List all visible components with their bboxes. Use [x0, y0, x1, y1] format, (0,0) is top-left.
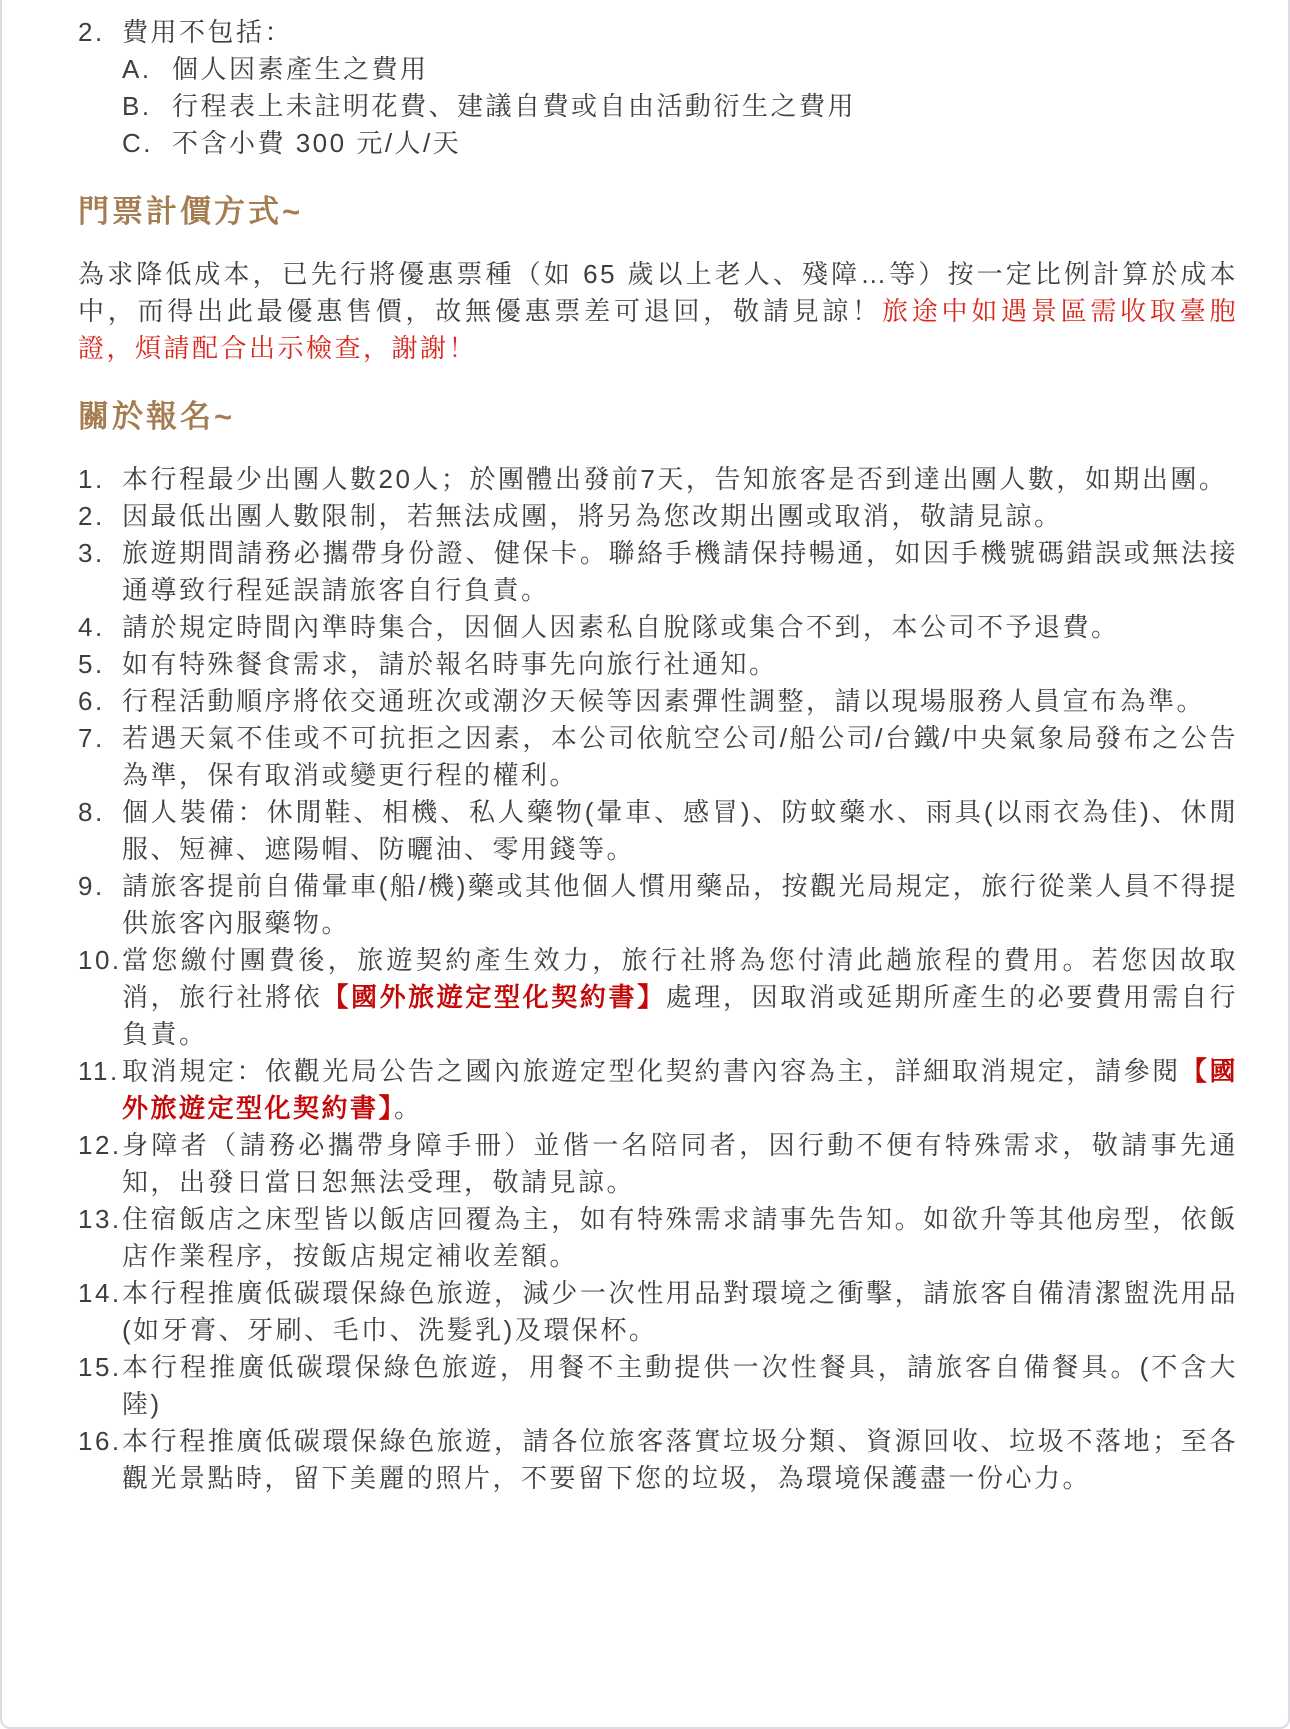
fee-exclusion-text: 行程表上未註明花費、建議自費或自由活動衍生之費用: [172, 91, 857, 121]
registration-item: [78, 1201, 1238, 1275]
list-number: 11.: [78, 1056, 120, 1086]
list-number: 7.: [78, 723, 105, 753]
list-number: 2.: [78, 17, 105, 47]
registration-item: [78, 794, 1238, 868]
section-heading-registration: 關於報名~: [78, 399, 236, 434]
fee-exclusion-subitem: [78, 125, 1238, 162]
fee-exclusions-item: [78, 14, 1238, 51]
registration-text: 。: [394, 1093, 423, 1123]
fee-exclusion-text: 個人因素產生之費用: [172, 54, 429, 84]
list-number: 3.: [78, 538, 105, 568]
registration-item: [78, 720, 1238, 794]
registration-item: [78, 646, 1238, 683]
list-number: 9.: [78, 871, 105, 901]
list-number: 14.: [78, 1278, 122, 1308]
registration-item: [78, 1423, 1238, 1497]
registration-text: 因最低出團人數限制，若無法成團，將另為您改期出團或取消，敬請見諒。: [122, 501, 1063, 531]
list-number: 6.: [78, 686, 105, 716]
registration-item: [78, 1275, 1238, 1349]
registration-item: [78, 461, 1238, 498]
contract-reference-text: 【國外旅遊定型化契約書】: [122, 1056, 1238, 1123]
ticket-pricing-paragraph: [78, 256, 1238, 367]
document-body: [78, 14, 1238, 1497]
registration-text: 請旅客提前自備暈車(船/機)藥或其他個人慣用藥品，按觀光局規定，旅行從業人員不得提供旅客內服藥物。: [122, 871, 1238, 938]
registration-item: [78, 498, 1238, 535]
section-heading-ticket-pricing: 門票計價方式~: [78, 194, 304, 229]
list-number: 13.: [78, 1204, 122, 1234]
fee-exclusions-title: 費用不包括：: [122, 17, 294, 47]
registration-text: 行程活動順序將依交通班次或潮汐天候等因素彈性調整，請以現場服務人員宣布為準。: [122, 686, 1206, 716]
registration-item: [78, 1349, 1238, 1423]
registration-text: 身障者（請務必攜帶身障手冊）並偕一名陪同者，因行動不便有特殊需求，敬請事先通知，出發日當日恕無法受理，敬請見諒。: [122, 1130, 1238, 1197]
registration-text: 請於規定時間內準時集合，因個人因素私自脫隊或集合不到，本公司不予退費。: [122, 612, 1120, 642]
registration-text: 當您繳付團費後，旅遊契約產生效力，旅行社將為您付清此趟旅程的費用。若您因故取消，旅行社將依: [122, 945, 1238, 1012]
list-number: 15.: [78, 1352, 122, 1382]
registration-text: 取消規定：依觀光局公告之國內旅遊定型化契約書內容為主，詳細取消規定，請參閱: [122, 1056, 1181, 1086]
ticket-pricing-text: 為求降低成本，已先行將優惠票種（如 65 歲以上老人、殘障…等）按一定比例計算於成本中，而得出此最優惠售價，故無優惠票差可退回，敬請見諒！: [78, 259, 1238, 326]
registration-item: [78, 535, 1238, 609]
list-number: 8.: [78, 797, 105, 827]
registration-item: [78, 683, 1238, 720]
list-number: 12.: [78, 1130, 122, 1160]
list-number: 2.: [78, 501, 105, 531]
list-letter: A.: [122, 54, 152, 84]
contract-reference-text: 【國外旅遊定型化契約書】: [322, 982, 666, 1012]
list-letter: B.: [122, 91, 152, 121]
registration-text: 本行程推廣低碳環保綠色旅遊，用餐不主動提供一次性餐具，請旅客自備餐具。(不含大陸): [122, 1352, 1238, 1419]
list-number: 1.: [78, 464, 105, 494]
registration-text: 處理，因取消或延期所產生的必要費用需自行負責。: [122, 982, 1238, 1049]
registration-item: [78, 942, 1238, 1053]
list-number: 10.: [78, 945, 122, 975]
list-number: 16.: [78, 1426, 122, 1456]
registration-text: 住宿飯店之床型皆以飯店回覆為主，如有特殊需求請事先告知。如欲升等其他房型，依飯店作業程序，按飯店規定補收差額。: [122, 1204, 1238, 1271]
registration-text: 本行程最少出團人數20人；於團體出發前7天，告知旅客是否到達出團人數，如期出團。: [122, 464, 1228, 494]
registration-item: [78, 1127, 1238, 1201]
list-number: 4.: [78, 612, 105, 642]
registration-text: 如有特殊餐食需求，請於報名時事先向旅行社通知。: [122, 649, 778, 679]
fee-exclusion-subitem: [78, 88, 1238, 125]
registration-text: 若遇天氣不佳或不可抗拒之因素，本公司依航空公司/船公司/台鐵/中央氣象局發布之公告為準，保有取消或變更行程的權利。: [122, 723, 1238, 790]
registration-item: [78, 609, 1238, 646]
registration-text: 個人裝備：休閒鞋、相機、私人藥物(暈車、感冒)、防蚊藥水、雨具(以雨衣為佳)、休閒服、短褲、遮陽帽、防曬油、零用錢等。: [122, 797, 1238, 864]
ticket-pricing-alert-text: 旅途中如遇景區需收取臺胞證，煩請配合出示檢查，謝謝！: [78, 296, 1238, 363]
registration-item: [78, 868, 1238, 942]
registration-item: [78, 1053, 1238, 1127]
list-letter: C.: [122, 128, 153, 158]
registration-text: 本行程推廣低碳環保綠色旅遊，減少一次性用品對環境之衝擊，請旅客自備清潔盥洗用品(如牙膏、牙刷、毛巾、洗髮乳)及環保杯。: [122, 1278, 1238, 1345]
registration-text: 本行程推廣低碳環保綠色旅遊，請各位旅客落實垃圾分類、資源回收、垃圾不落地；至各觀光景點時，留下美麗的照片，不要留下您的垃圾，為環境保護盡一份心力。: [122, 1426, 1238, 1493]
fee-exclusion-subitem: [78, 51, 1238, 88]
fee-exclusion-text: 不含小費 300 元/人/天: [172, 128, 462, 158]
registration-text: 旅遊期間請務必攜帶身份證、健保卡。聯絡手機請保持暢通，如因手機號碼錯誤或無法接通導致行程延誤請旅客自行負責。: [122, 538, 1238, 605]
list-number: 5.: [78, 649, 105, 679]
